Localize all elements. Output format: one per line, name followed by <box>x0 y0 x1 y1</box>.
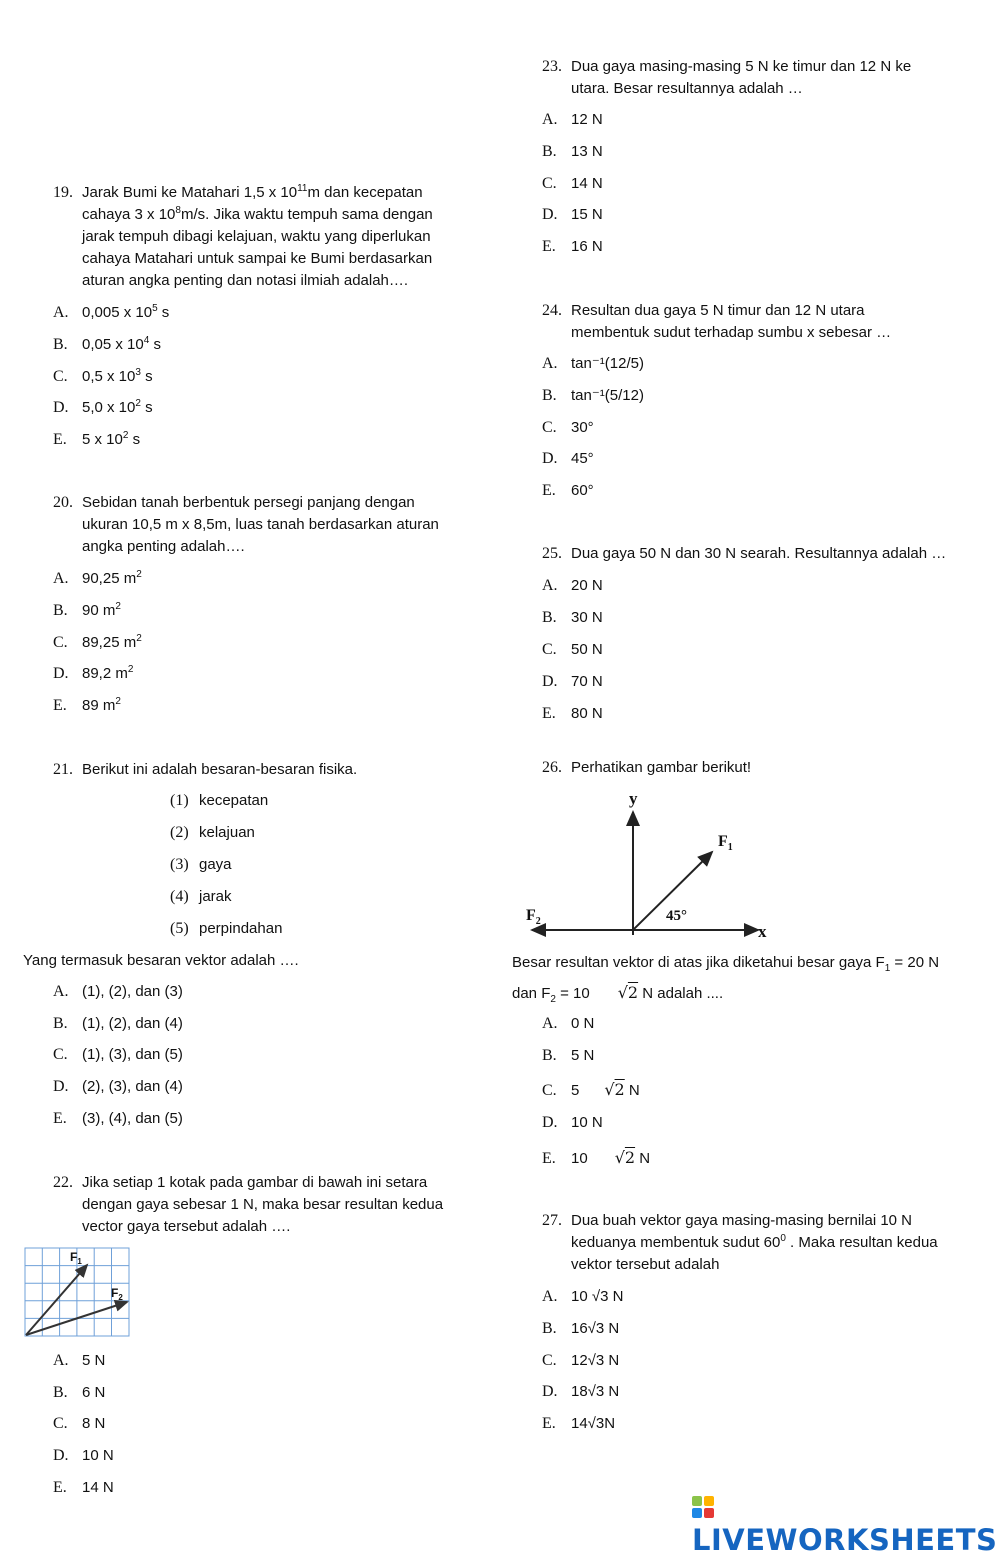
question-text: Sebidan tanah berbentuk persegi panjang dengan ukuran 10,5 m x 8,5m, luas tanah berdasarkan aturan angka penting adalah…. <box>82 494 439 555</box>
option-21-d[interactable]: D. (2), (3), dan (4) <box>53 1078 183 1095</box>
question-text: Perhatikan gambar berikut! <box>571 759 752 776</box>
question-text: Resultan dua gaya 5 N timur dan 12 N utara membentuk sudut terhadap sumbu x sebesar … <box>571 302 892 341</box>
question-number: 20. <box>53 494 73 511</box>
option-19-a[interactable]: A. 0,005 x $10^5$ s <box>53 303 170 321</box>
label-f1: $F_1$ <box>718 833 733 853</box>
question-number: 26. <box>542 759 562 776</box>
liveworksheets-logo[interactable] <box>692 1489 1000 1557</box>
question-text: Dua gaya masing-masing 5 N ke timur dan 12 N ke utara. Besar resultannya adalah … <box>571 58 912 97</box>
option-26-d[interactable]: D. 10 N <box>542 1114 603 1131</box>
label-x: x <box>758 922 767 941</box>
question-number: 24. <box>542 302 562 319</box>
question-prompt: Yang termasuk besaran vektor adalah …. <box>23 952 299 969</box>
option-27-a[interactable]: A. 10 √3 N <box>542 1288 624 1305</box>
option-25-e[interactable]: E. 80 N <box>542 705 603 722</box>
question-number: 25. <box>542 545 562 562</box>
option-21-b[interactable]: B. (1), (2), dan (4) <box>53 1015 183 1032</box>
question-20 <box>53 492 493 558</box>
option-26-c[interactable]: C. 5 √2 N <box>542 1080 640 1099</box>
logo-icon <box>692 1496 714 1518</box>
question-number: 21. <box>53 761 73 778</box>
option-24-b[interactable]: B. tan⁻¹(5/12) <box>542 387 644 404</box>
option-20-b[interactable]: B. 90 $m^2$ <box>53 601 121 619</box>
logo-text: LIVEWORKSHEETS <box>692 1523 998 1557</box>
list-item: (2) kelajuan <box>170 824 255 841</box>
option-23-e[interactable]: E. 16 N <box>542 238 603 255</box>
option-24-c[interactable]: C. 30° <box>542 419 594 436</box>
question-text: Jarak Bumi ke Matahari 1,5 x $10^{11}m$ dan kecepatan cahaya 3 x $10^8m/s$. Jika waktu tempuh sama dengan jarak tempuh dibagi kelajuan, waktu yang diperlukan cahaya Matahari untuk sampai ke Bumi berdasarkan aturan angka penting dan notasi ilmiah adalah…. <box>82 183 433 289</box>
option-27-d[interactable]: D. 18√3 N <box>542 1383 620 1400</box>
question-22 <box>53 1172 493 1238</box>
option-22-d[interactable]: D. 10 N <box>53 1447 114 1464</box>
option-19-d[interactable]: D. 5,0 x $10^2$ s <box>53 398 153 416</box>
list-item: (5) perpindahan <box>170 920 283 937</box>
option-26-b[interactable]: B. 5 N <box>542 1047 595 1064</box>
label-f2: $F_2$ <box>526 907 541 927</box>
question-number: 19. <box>53 184 73 201</box>
option-24-d[interactable]: D. 45° <box>542 450 594 467</box>
option-22-c[interactable]: C. 8 N <box>53 1415 106 1432</box>
question-21 <box>53 759 493 781</box>
sqrt-symbol: √2 <box>614 1148 636 1167</box>
question-27 <box>542 1210 992 1276</box>
question-text: Dua buah vektor gaya masing-masing bernilai 10 N keduanya membentuk sudut $60^0$ . Maka resultan kedua vektor tersebut adalah <box>571 1212 938 1273</box>
question-19 <box>53 182 493 292</box>
question-text: Jika setiap 1 kotak pada gambar di bawah ini setara dengan gaya sebesar 1 N, maka besar resultan kedua vector gaya tersebut adalah …. <box>82 1174 444 1235</box>
option-24-a[interactable]: A. tan⁻¹(12/5) <box>542 355 644 372</box>
option-25-c[interactable]: C. 50 N <box>542 641 603 658</box>
question-23 <box>542 56 982 100</box>
question-25 <box>542 543 992 565</box>
option-26-a[interactable]: A. 0 N <box>542 1015 595 1032</box>
question-26-prompt-line1: Besar resultan vektor di atas jika diketahui besar gaya $F_1 = 20$ N <box>512 954 940 974</box>
option-20-c[interactable]: C. 89,25 $m^2$ <box>53 633 142 651</box>
list-item: (1) kecepatan <box>170 792 269 809</box>
label-f1: $F_1$ <box>70 1250 82 1266</box>
vector-axes-figure <box>520 785 780 945</box>
option-19-b[interactable]: B. 0,05 x $10^4$ s <box>53 335 161 353</box>
question-number: 22. <box>53 1174 73 1191</box>
option-19-e[interactable]: E. 5 x $10^2$ s <box>53 430 141 448</box>
option-20-d[interactable]: D. 89,2 $m^2$ <box>53 664 134 682</box>
sqrt-symbol: √2 <box>604 1080 625 1099</box>
option-22-b[interactable]: B. 6 N <box>53 1384 106 1401</box>
question-24 <box>542 300 982 344</box>
label-y: y <box>629 789 638 808</box>
option-25-d[interactable]: D. 70 N <box>542 673 603 690</box>
option-21-c[interactable]: C. (1), (3), dan (5) <box>53 1046 183 1063</box>
option-23-a[interactable]: A. 12 N <box>542 111 603 128</box>
option-27-c[interactable]: C. 12√3 N <box>542 1352 620 1369</box>
option-26-e[interactable]: E. 10 √2 N <box>542 1148 651 1167</box>
option-20-a[interactable]: A. 90,25 $m^2$ <box>53 569 142 587</box>
question-number: 27. <box>542 1212 562 1229</box>
list-item: (3) gaya <box>170 856 232 873</box>
option-21-e[interactable]: E. (3), (4), dan (5) <box>53 1110 183 1127</box>
question-number: 23. <box>542 58 562 75</box>
option-27-e[interactable]: E. 14√3N <box>542 1415 616 1432</box>
question-text: Berikut ini adalah besaran-besaran fisika. <box>82 761 358 778</box>
question-26 <box>542 757 982 779</box>
question-26-prompt-line2: dan $F_2 = 10$ √2 N adalah .... <box>512 983 724 1005</box>
option-22-e[interactable]: E. 14 N <box>53 1479 114 1496</box>
option-23-b[interactable]: B. 13 N <box>542 143 603 160</box>
question-text: Dua gaya 50 N dan 30 N searah. Resultannya adalah … <box>571 545 947 562</box>
option-25-a[interactable]: A. 20 N <box>542 577 603 594</box>
option-23-d[interactable]: D. 15 N <box>542 206 603 223</box>
option-21-a[interactable]: A. (1), (2), dan (3) <box>53 983 183 1000</box>
option-25-b[interactable]: B. 30 N <box>542 609 603 626</box>
option-23-c[interactable]: C. 14 N <box>542 175 603 192</box>
option-24-e[interactable]: E. 60° <box>542 482 594 499</box>
option-27-b[interactable]: B. 16√3 N <box>542 1320 620 1337</box>
label-angle: 45° <box>666 908 687 924</box>
list-item: (4) jarak <box>170 888 232 905</box>
option-19-c[interactable]: C. 0,5 x $10^3$ s <box>53 367 153 385</box>
option-20-e[interactable]: E. 89 $m^2$ <box>53 696 121 714</box>
option-22-a[interactable]: A. 5 N <box>53 1352 106 1369</box>
vector-grid-figure <box>24 1247 134 1339</box>
label-f2: $F_2$ <box>111 1286 123 1302</box>
sqrt-symbol: √2 <box>617 983 639 1002</box>
